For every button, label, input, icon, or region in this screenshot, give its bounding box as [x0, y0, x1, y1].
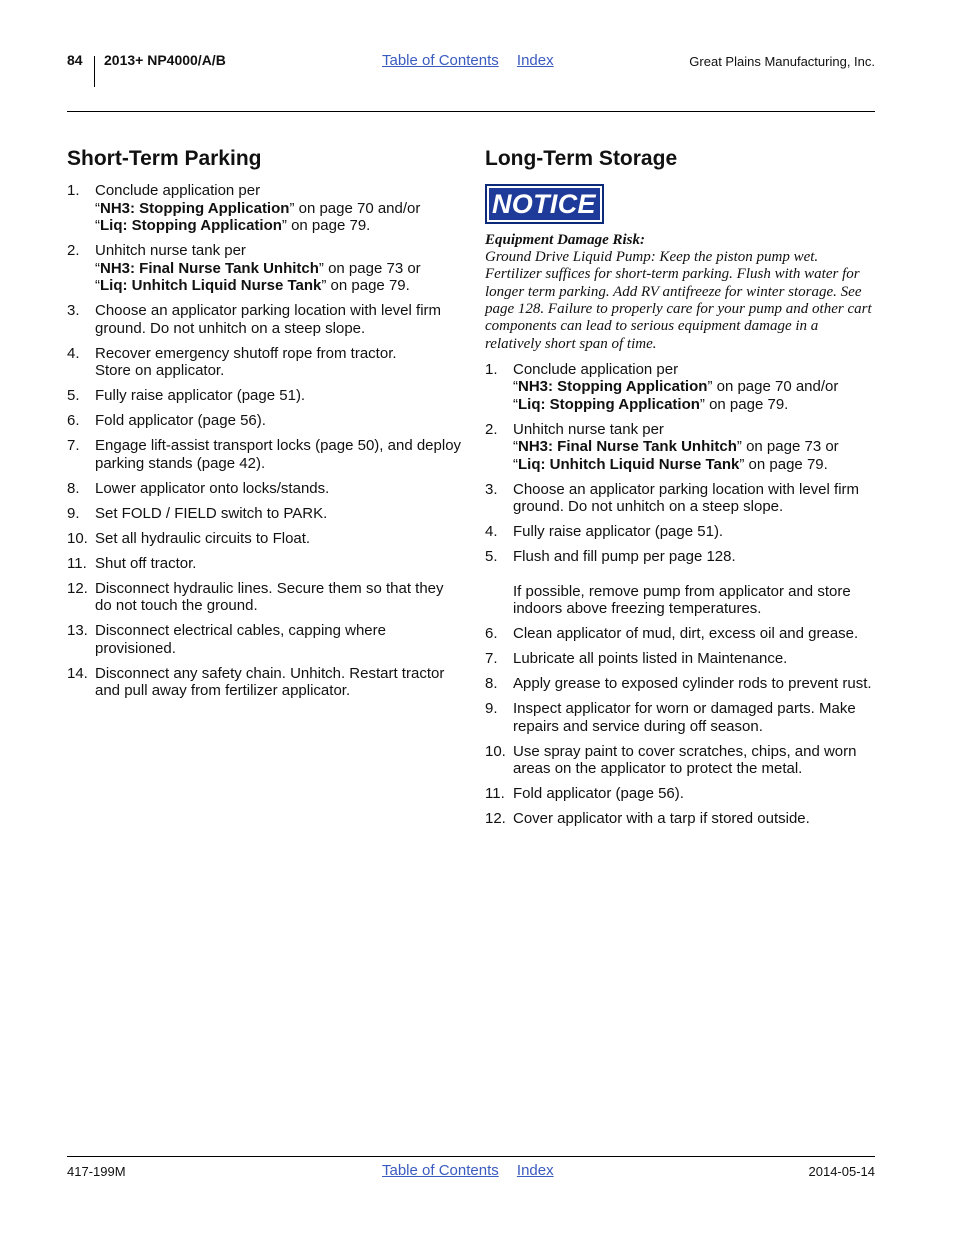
toc-link[interactable]: Table of Contents	[382, 1162, 499, 1179]
step-text-run: Clean applicator of mud, dirt, excess oil and grease.	[513, 625, 859, 643]
list-item	[67, 182, 462, 235]
step-text	[95, 480, 462, 498]
list-item	[67, 622, 462, 657]
step-text-run: Store on applicator.	[95, 362, 225, 380]
index-link[interactable]: Index	[516, 1162, 554, 1179]
step-text	[513, 650, 877, 668]
step-text-run: Fold applicator (page 56).	[513, 785, 684, 803]
list-item	[67, 505, 462, 523]
step-text	[95, 387, 462, 405]
short-term-steps-list	[67, 182, 462, 700]
step-text-run: ” on page 79.	[321, 277, 410, 295]
step-number: 5.	[67, 387, 80, 405]
step-text-run: “	[513, 438, 518, 456]
step-number: 12.	[485, 810, 506, 828]
step-text-run: Shut off tractor.	[95, 554, 197, 572]
step-text-run: Choose an applicator parking location with level firm ground. Do not unhitch on a steep slope.	[95, 302, 442, 337]
step-text-run: Unhitch nurse tank per	[95, 242, 246, 260]
step-text-run: Set all hydraulic circuits to Float.	[95, 529, 311, 547]
step-text	[95, 555, 462, 573]
list-item	[485, 523, 877, 541]
step-number: 13.	[67, 622, 88, 640]
step-number: 3.	[485, 480, 498, 498]
step-text	[513, 700, 877, 735]
step-text	[513, 625, 877, 643]
cross-reference: Liq: Unhitch Liquid Nurse Tank	[518, 455, 740, 473]
step-number: 11.	[67, 554, 87, 572]
step-text-run: ” on page 70 and/or	[707, 378, 839, 396]
cross-reference: NH3: Stopping Application	[100, 199, 290, 217]
step-text-run: Lubricate all points listed in Maintenance.	[513, 650, 788, 668]
list-item	[67, 580, 462, 615]
step-text-run: Set FOLD / FIELD switch to PARK.	[95, 504, 328, 522]
step-text	[95, 242, 462, 295]
list-item	[67, 302, 462, 337]
step-text-run: Apply grease to exposed cylinder rods to prevent rust.	[513, 675, 872, 693]
toc-link[interactable]: Table of Contents	[382, 52, 499, 69]
list-item	[485, 548, 877, 618]
step-text	[95, 505, 462, 523]
step-number: 12.	[67, 579, 88, 597]
section-title: Long-Term Storage	[485, 147, 678, 170]
step-number: 6.	[485, 625, 498, 643]
list-item	[67, 665, 462, 700]
company-name: Great Plains Manufacturing, Inc.	[689, 54, 875, 69]
step-text-run: Flush and fill pump per page 128.	[513, 548, 736, 566]
step-text-run: Choose an applicator parking location with level firm ground. Do not unhitch on a steep slope.	[513, 480, 860, 516]
step-text	[513, 785, 877, 803]
step-text	[513, 810, 877, 828]
step-text-run: Disconnect electrical cables, capping where provisioned.	[95, 622, 386, 657]
step-text-run: Lower applicator onto locks/stands.	[95, 479, 330, 497]
step-text-run: Fold applicator (page 56).	[95, 412, 266, 430]
step-text-run: Recover emergency shutoff rope from tractor.	[95, 344, 397, 362]
step-text-run: ” on page 79.	[699, 395, 789, 413]
header-links	[382, 52, 568, 69]
step-text-run: Cover applicator with a tarp if stored outside.	[513, 810, 810, 828]
cross-reference: NH3: Stopping Application	[518, 378, 708, 396]
document-date: 2014-05-14	[808, 1164, 875, 1179]
list-item	[485, 650, 877, 668]
step-text-run: “	[95, 217, 100, 235]
list-item	[67, 242, 462, 295]
header-rule	[67, 111, 875, 112]
list-item	[485, 785, 877, 803]
step-subnote: If possible, remove pump from applicator and store indoors above freezing temperatures.	[513, 582, 851, 618]
risk-body: Ground Drive Liquid Pump: Keep the piston pump wet. Fertilizer suffices for short-term parking. Flush with water for longer term parking. Add RV antifreeze for winter storage. See page 128. Failure to properly care for your pump and other cart components can lead to serious equipment damage in a relatively short span of time.	[485, 249, 872, 352]
step-text	[95, 302, 462, 337]
step-text	[513, 523, 877, 541]
step-text	[95, 665, 462, 700]
step-text	[513, 675, 877, 693]
list-item	[485, 743, 877, 778]
list-item	[485, 361, 877, 414]
page-footer	[67, 1162, 875, 1182]
index-link[interactable]: Index	[516, 52, 554, 69]
step-text-run: Inspect applicator for worn or damaged parts. Make repairs and service during off season.	[513, 700, 856, 735]
step-text-run: Conclude application per	[95, 182, 261, 200]
step-text-run: Disconnect hydraulic lines. Secure them so that they do not touch the ground.	[95, 579, 444, 615]
step-number: 7.	[485, 650, 498, 668]
step-text	[513, 743, 877, 778]
list-item	[485, 810, 877, 828]
cross-reference: NH3: Final Nurse Tank Unhitch	[100, 259, 319, 277]
document-code: 417-199M	[67, 1164, 126, 1179]
step-text	[513, 548, 877, 618]
list-item	[485, 481, 877, 516]
step-number: 10.	[67, 529, 88, 547]
step-text-run: “	[95, 199, 100, 217]
list-item	[67, 530, 462, 548]
section-title: Short-Term Parking	[67, 147, 262, 170]
long-term-storage-section	[485, 146, 877, 835]
step-text-run: Use spray paint to cover scratches, chips, and worn areas on the applicator to protect the metal.	[513, 742, 857, 778]
page-header	[67, 52, 875, 92]
step-text	[95, 345, 462, 380]
step-text	[513, 481, 877, 516]
step-number: 4.	[67, 344, 80, 362]
list-item	[485, 700, 877, 735]
step-number: 4.	[485, 523, 498, 541]
step-text	[95, 182, 462, 235]
step-number: 5.	[485, 548, 498, 566]
footer-rule	[67, 1156, 875, 1157]
step-text-run: Disconnect any safety chain. Unhitch. Restart tractor and pull away from fertilizer applicator.	[95, 664, 445, 700]
list-item	[67, 412, 462, 430]
cross-reference: NH3: Final Nurse Tank Unhitch	[518, 438, 737, 456]
step-number: 8.	[67, 479, 80, 497]
cross-reference: Liq: Stopping Application	[100, 217, 282, 235]
step-text-run: Fully raise applicator (page 51).	[95, 387, 306, 405]
notice-label: NOTICE	[489, 188, 600, 220]
step-text	[95, 622, 462, 657]
footer-links	[382, 1162, 568, 1179]
step-text-run: ” on page 73 or	[736, 438, 839, 456]
step-text	[95, 437, 462, 472]
step-number: 3.	[67, 302, 80, 320]
step-text-run: Conclude application per	[513, 360, 679, 378]
list-item	[485, 625, 877, 643]
step-text-run: ” on page 70 and/or	[289, 199, 421, 217]
cross-reference: Liq: Unhitch Liquid Nurse Tank	[100, 277, 322, 295]
step-text-run: Fully raise applicator (page 51).	[513, 523, 724, 541]
step-number: 7.	[67, 437, 80, 455]
step-number: 9.	[485, 700, 498, 718]
step-text-run: “	[513, 395, 518, 413]
step-text-run: “	[513, 455, 518, 473]
list-item	[67, 555, 462, 573]
list-item	[485, 675, 877, 693]
list-item	[67, 437, 462, 472]
cross-reference: Liq: Stopping Application	[518, 395, 700, 413]
step-text	[513, 361, 877, 414]
step-text	[95, 530, 462, 548]
step-number: 14.	[67, 664, 88, 682]
step-number: 1.	[67, 182, 80, 200]
short-term-parking-section	[67, 146, 462, 707]
list-item	[485, 421, 877, 474]
step-number: 1.	[485, 360, 498, 378]
list-item	[67, 387, 462, 405]
step-text-run: ” on page 79.	[281, 217, 371, 235]
step-number: 11.	[485, 785, 505, 803]
model-name: 2013+ NP4000/A/B	[104, 52, 226, 68]
step-text-run: Unhitch nurse tank per	[513, 420, 664, 438]
step-number: 8.	[485, 675, 498, 693]
step-number: 6.	[67, 412, 80, 430]
header-divider	[94, 56, 95, 87]
list-item	[67, 345, 462, 380]
step-number: 2.	[485, 420, 498, 438]
step-text-run: ” on page 79.	[739, 455, 828, 473]
page-number: 84	[67, 52, 83, 68]
step-number: 10.	[485, 742, 506, 760]
notice-badge	[485, 184, 604, 224]
step-text-run: “	[513, 378, 518, 396]
step-text-run: “	[95, 277, 100, 295]
step-text-run: ” on page 73 or	[318, 259, 421, 277]
step-text	[513, 421, 877, 474]
step-text-run: “	[95, 259, 100, 277]
risk-title: Equipment Damage Risk:	[485, 232, 646, 249]
list-item	[67, 480, 462, 498]
step-text	[95, 580, 462, 615]
step-text-run: Engage lift-assist transport locks (page 50), and deploy parking stands (page 42).	[95, 437, 462, 472]
long-term-steps-list	[485, 361, 877, 828]
step-text	[95, 412, 462, 430]
step-number: 9.	[67, 504, 80, 522]
step-number: 2.	[67, 242, 80, 260]
